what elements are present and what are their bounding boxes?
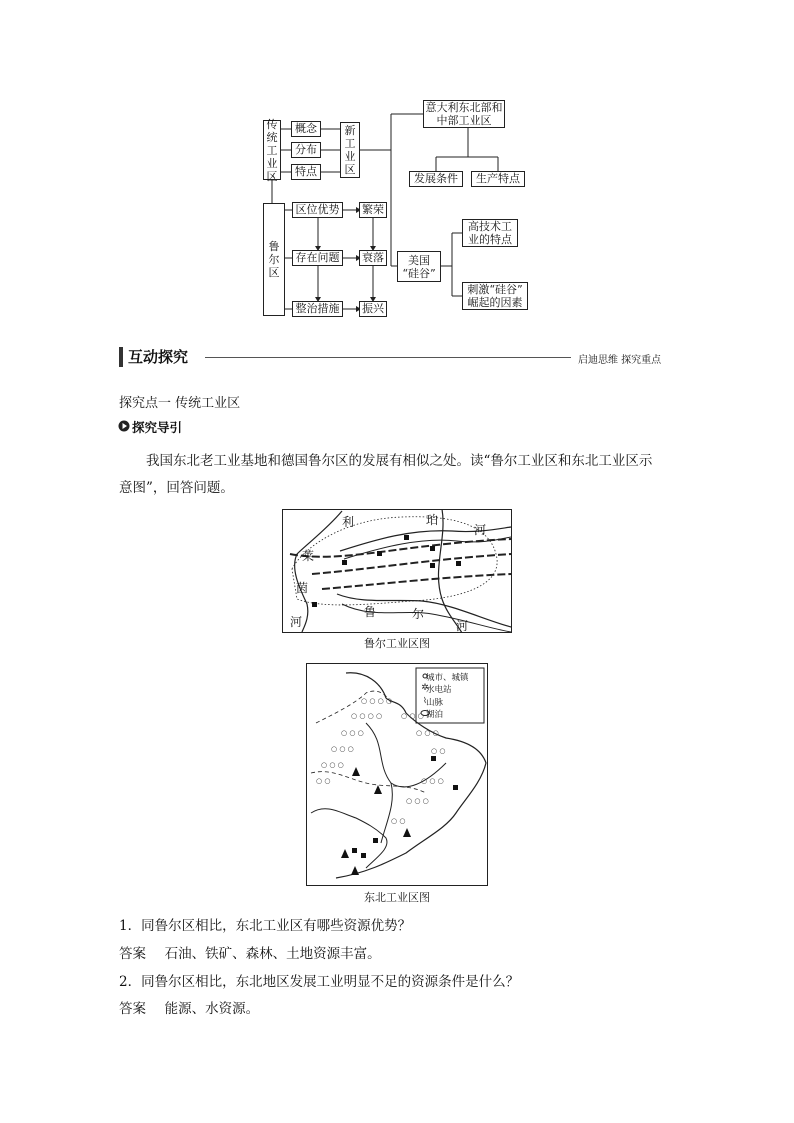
char: 区 bbox=[344, 163, 356, 176]
map-label: 利 bbox=[342, 515, 355, 529]
char: 工 bbox=[266, 143, 278, 157]
svg-text:⌇: ⌇ bbox=[423, 696, 427, 705]
svg-text:○ ○ ○: ○ ○ ○ bbox=[341, 729, 364, 737]
box-concept: 概念 bbox=[291, 121, 321, 137]
svg-text:○ ○ ○: ○ ○ ○ bbox=[321, 761, 344, 769]
map-label: 鲁 bbox=[364, 605, 377, 619]
answer-1 bbox=[119, 942, 381, 962]
northeast-map-caption: 东北工业区图 bbox=[364, 891, 430, 904]
box-prosperity: 繁荣 bbox=[359, 202, 387, 218]
char: 工 bbox=[344, 137, 356, 150]
legend-mountain: 山脉 bbox=[426, 698, 444, 708]
ruhr-map-labels bbox=[282, 509, 512, 633]
legend-city: 城市、城镇 bbox=[426, 673, 469, 683]
svg-text:○ ○ ○: ○ ○ ○ bbox=[421, 777, 444, 785]
map-label: 河 bbox=[456, 619, 469, 633]
line: 崛起的因素 bbox=[467, 296, 523, 309]
line: 高技术工 bbox=[468, 220, 512, 233]
ruhr-map-caption: 鲁尔工业区图 bbox=[364, 637, 430, 650]
section-subtitle: 启迪思维 探究重点 bbox=[578, 355, 662, 366]
box-italy bbox=[423, 100, 505, 128]
map-label: 珀 bbox=[426, 513, 439, 527]
map-label: 河 bbox=[474, 523, 487, 537]
svg-text:○ ○ ○: ○ ○ ○ bbox=[401, 712, 424, 720]
line: 业的特点 bbox=[468, 233, 512, 246]
box-revival: 振兴 bbox=[359, 301, 387, 317]
inquiry-point-title: 探究点一 传统工业区 bbox=[119, 396, 241, 411]
char: 传 bbox=[266, 117, 278, 131]
svg-text:○ ○ ○: ○ ○ ○ bbox=[331, 745, 354, 753]
char: 区 bbox=[266, 169, 278, 183]
svg-text:○ ○ ○ ○: ○ ○ ○ ○ bbox=[361, 697, 393, 705]
char: 统 bbox=[266, 130, 278, 144]
question-1: 1．同鲁尔区相比，东北工业区有哪些资源优势？ bbox=[119, 918, 412, 934]
box-existing-problems: 存在问题 bbox=[292, 250, 343, 266]
box-ruhr bbox=[263, 203, 285, 316]
line: “硅谷” bbox=[402, 266, 436, 280]
map-label: 莱 bbox=[302, 549, 315, 563]
svg-text:○ ○: ○ ○ bbox=[391, 817, 406, 825]
box-traditional-industrial bbox=[263, 117, 281, 183]
legend-lake: 湖泊 bbox=[426, 710, 444, 720]
section-bar bbox=[119, 347, 123, 367]
box-silicon-valley-factors bbox=[462, 282, 528, 310]
svg-text:○ ○: ○ ○ bbox=[316, 777, 331, 785]
box-location-advantage: 区位优势 bbox=[292, 202, 343, 218]
answer-text: 石油、铁矿、森林、土地资源丰富。 bbox=[164, 946, 381, 962]
box-production-features: 生产特点 bbox=[471, 171, 525, 187]
intro-line-1: 我国东北老工业基地和德国鲁尔区的发展有相似之处。读“鲁尔工业区和东北工业区示 bbox=[146, 453, 653, 469]
svg-text:○ ○ ○: ○ ○ ○ bbox=[406, 797, 429, 805]
section-divider bbox=[205, 357, 571, 358]
char: 鲁 bbox=[268, 240, 280, 253]
svg-text:○ ○ ○ ○: ○ ○ ○ ○ bbox=[351, 712, 383, 720]
line: 意大利东北部和 bbox=[425, 101, 503, 114]
box-new-industrial bbox=[340, 122, 360, 178]
answer-2 bbox=[119, 997, 259, 1017]
box-features: 特点 bbox=[291, 164, 321, 180]
char: 尔 bbox=[268, 253, 280, 266]
legend-hydropower: 水电站 bbox=[426, 685, 452, 695]
question-2: 2．同鲁尔区相比，东北地区发展工业明显不足的资源条件是什么？ bbox=[119, 974, 520, 990]
char: 业 bbox=[344, 150, 356, 163]
answer-label: 答案 bbox=[119, 1001, 146, 1017]
answer-text: 能源、水资源。 bbox=[164, 1001, 260, 1017]
northeast-map-legend bbox=[306, 663, 488, 886]
box-usa-silicon-valley bbox=[397, 251, 441, 282]
map-label: 尔 bbox=[412, 607, 425, 621]
line: 刺激“硅谷” bbox=[467, 283, 523, 296]
line: 美国 bbox=[408, 253, 430, 267]
box-distribution: 分布 bbox=[291, 142, 321, 158]
box-development-conditions: 发展条件 bbox=[409, 171, 463, 187]
char: 新 bbox=[344, 124, 356, 137]
box-hightech-features bbox=[462, 219, 518, 247]
box-decline: 衰落 bbox=[359, 250, 387, 266]
box-remediation: 整治措施 bbox=[292, 301, 343, 317]
svg-text:○ ○ ○: ○ ○ ○ bbox=[416, 729, 439, 737]
char: 业 bbox=[266, 156, 278, 170]
inquiry-guide-label: 探究导引 bbox=[132, 420, 183, 435]
section-title: 互动探究 bbox=[128, 348, 189, 366]
answer-label: 答案 bbox=[119, 946, 146, 962]
svg-text:○ ○: ○ ○ bbox=[431, 747, 446, 755]
play-circle-icon bbox=[118, 420, 130, 432]
map-label: 茵 bbox=[296, 581, 309, 595]
intro-line-2: 意图”，回答问题。 bbox=[119, 480, 234, 496]
map-label: 河 bbox=[290, 615, 303, 629]
svg-text:✲: ✲ bbox=[421, 683, 429, 693]
line: 中部工业区 bbox=[436, 114, 492, 127]
char: 区 bbox=[268, 266, 280, 279]
